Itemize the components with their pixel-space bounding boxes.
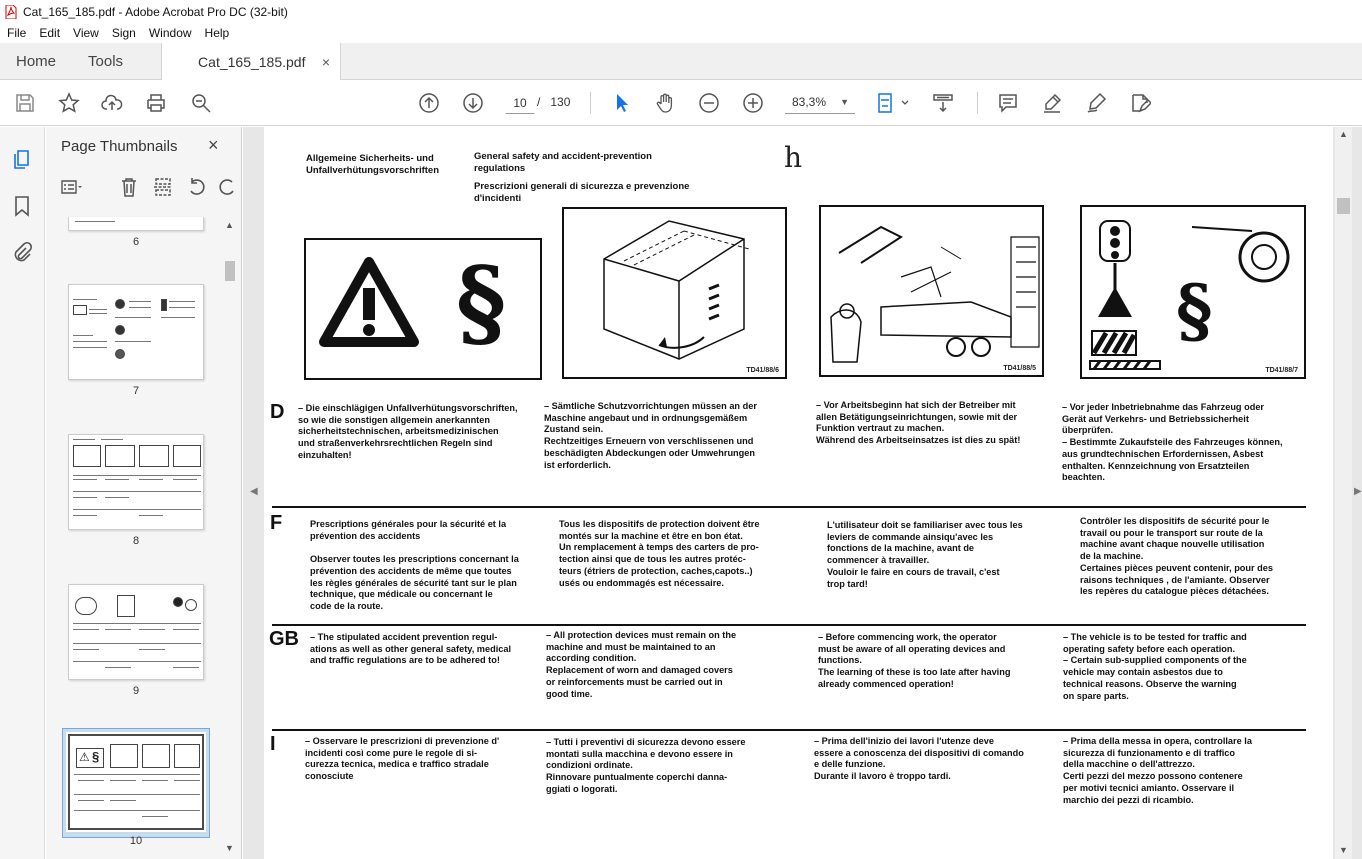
document-area [243,127,1362,859]
highlight-pen-icon[interactable] [1040,91,1064,115]
section-label-i: I [270,733,276,755]
section-gb-col2: – All protection devices must remain on the machine and must be maintained to an according condition. Replacement of worn and damaged covers or reinforcements must be carried out in good time. [546,630,737,699]
thumbnail-image [68,217,204,231]
page-thumbnails-icon[interactable] [11,147,33,169]
page-total [537,90,570,114]
thumbnail-page-10[interactable] [68,734,204,847]
menu-bar [0,23,1362,43]
tab-document-label: Cat_165_185.pdf [198,53,306,70]
scrollbar-thumb[interactable] [1337,198,1350,214]
thumbnail-page-number: 7 [132,385,140,397]
handwritten-mark: h [784,141,803,174]
thumbnail-page-number: 10 [129,835,143,847]
rotate-right-icon[interactable] [216,176,238,198]
acrobat-pdf-icon [5,5,17,19]
page-total-count: 130 [550,95,571,109]
thumbnail-image [68,584,204,680]
thumbnail-page-number: 6 [132,236,140,248]
toolbar [0,80,1362,126]
title-bar [0,0,1362,23]
tab-home[interactable]: Home [16,52,57,70]
fit-page-icon[interactable] [876,91,912,115]
thumbnails-scrollbar[interactable] [222,217,238,859]
menu-file[interactable]: File [7,26,27,40]
tab-document[interactable] [161,43,341,80]
chevron-down-icon: ▼ [840,97,849,107]
figure-code: TD41/88/6 [746,367,779,374]
thumbnail-page-9[interactable] [68,584,204,697]
thumbnail-page-6[interactable] [68,217,204,248]
hand-tool-icon[interactable] [653,91,677,115]
header-italian: Prescrizioni generali di sicurezza e prevenzione d'incidenti [474,181,690,204]
collapse-panel-icon[interactable]: ◀ [250,486,258,497]
section-i-col4: – Prima della messa in opera, controllare la sicurezza di funzionamento e di traffico della macchine o dell'attrezzo. Certi pezzi del mezzo possono contenere per motivi tecnici amianto. Osservare il marchio dei pezzi di ricambio. [1063,736,1252,805]
header-english: General safety and accident-prevention regulations [474,151,652,174]
figure-code: TD41/88/7 [1265,367,1298,374]
scrollbar-thumb[interactable] [225,261,235,281]
document-scrollbar[interactable] [1335,127,1352,859]
menu-view[interactable]: View [73,26,99,40]
delete-page-icon[interactable] [118,176,140,198]
section-d-col4: – Vor jeder Inbetriebnahme das Fahrzeug oder Gerät auf Verkehrs- und Betriebssicherheit überprüfen. – Bestimmte Zukaufsteile des Fahrzeuges können, aus grundtechnischen Erfordernissen, Asbest enthalten. Kennzeichnung von Ersatzteilen beachten. [1062,402,1283,483]
thumbnail-image [68,284,204,380]
rotate-left-icon[interactable] [186,176,208,198]
section-gb-col3: – Before commencing work, the operator must be aware of all operating devices and functions. The learning of these is too late after having already commenced operation! [818,632,1011,689]
section-label-f: F [270,512,283,534]
bookmark-star-icon[interactable] [57,91,81,115]
section-label-gb: GB [269,628,299,650]
menu-edit[interactable]: Edit [39,26,61,40]
toolbar-separator [977,92,978,114]
figure-operator-controls [819,205,1044,377]
section-d-col2: – Sämtliche Schutzvorrichtungen müssen an der Maschine angebaut und in ordnungsgemäßem Zustand sein. Rechtzeitiges Erneuern von verschlissenen und beschädigten Abdeckungen oder Umwehrungen ist erforderlich. [544,401,757,470]
figure-protective-cover [562,207,787,379]
print-icon[interactable] [144,91,168,115]
menu-sign[interactable]: Sign [111,26,136,40]
section-divider [272,729,1306,731]
next-page-icon[interactable] [461,91,485,115]
zoom-in-icon[interactable] [741,91,765,115]
page-separator: / [537,95,541,109]
section-f-col3: L'utilisateur doit se familiariser avec tous les leviers de commande ainsiqu'avec les fonctions de la machine, avant de commencer à travailler. Vouloir le faire en cours de travail, c'est trop tard! [827,520,1023,589]
figure-code: TD41/88/5 [1003,365,1036,372]
sign-pen-icon[interactable] [1084,91,1108,115]
save-icon[interactable] [13,91,37,115]
thumbnail-image [68,434,204,530]
section-d-col1: – Die einschlägigen Unfallverhütungsvorschriften, so wie die sonstigen allgemein anerkannten sicherheitstechnischen, arbeitsmedizinischen und straßenverkehrsrechtlichen Regeln sind einzuhalten! [298,403,518,460]
safety-devices-drawing [1082,207,1306,379]
comment-icon[interactable] [996,91,1020,115]
section-f-col1: Prescriptions générales pour la sécurité et la prévention des accidents Observer toutes les prescriptions concernant la prévention des accidents de même que toutes les règles générales de sécurité tant sur le plan technique, que médicale ou concernant le code de la route. [310,519,519,611]
section-divider [272,624,1306,626]
thumbnails-panel [46,127,242,859]
expand-right-panel-icon[interactable]: ▶ [1354,486,1362,497]
window-title: Cat_165_185.pdf - Adobe Acrobat Pro DC (32-bit) [23,4,288,19]
thumbnail-page-number: 8 [132,535,140,547]
attachments-icon[interactable] [11,241,33,263]
pdf-page [264,127,1333,859]
tab-close-icon[interactable]: × [321,53,331,70]
protective-cover-drawing [564,209,787,379]
zoom-level-value: 83,3% [792,95,827,109]
scroll-down-icon[interactable]: ▼ [1339,845,1348,855]
section-label-d: D [270,401,285,423]
zoom-out-icon[interactable] [697,91,721,115]
close-icon[interactable]: × [208,135,219,155]
thumbnail-page-8[interactable] [68,434,204,547]
bookmarks-icon[interactable] [11,195,33,217]
tab-bar [0,43,1362,80]
thumbnails-toolbar [60,176,238,200]
section-d-col3: – Vor Arbeitsbeginn hat sich der Betreiber mit allen Betätigungseinrichtungen, sowie mit der Funktion vertraut zu machen. Während des Arbeitseinsatzes ist dies zu spät! [816,400,1021,446]
machine-operator-drawing [821,207,1044,377]
left-rail [0,127,45,859]
section-i-col1: – Osservare le prescrizioni di prevenzione d' incidenti così come pure le regole di si- curezza tecnica, medica e traffico stradale conosciute [305,736,500,782]
upload-cloud-icon[interactable] [100,91,124,115]
thumbnail-page-7[interactable] [68,284,204,397]
scroll-up-icon[interactable]: ▲ [225,220,234,230]
section-f-col2: Tous les dispositifs de protection doivent être montés sur la machine et être en bon état. Un remplacement à temps des carters de pro- tection ainsi que de tous les autres protéc- teurs (étriers de protection, caches,capots..) usés ou endommagés est nécessaire. [559,519,760,588]
thumbnails-panel-title: Page Thumbnails [61,138,178,155]
section-f-col4: Contrôler les dispositifs de sécurité pour le travail ou pour le transport sur route de la machine avant chaque nouvelle utilisation de la machine. Certaines pièces peuvent contenir, pour des raisons techniques , de l'amiante. Observer les repères du catalogue pièces détachées. [1080,516,1273,597]
tab-tools[interactable]: Tools [88,52,124,70]
section-gb-col1: – The stipulated accident prevention regul- ations as well as other general safety, medical and traffic regulations are to be adhered to! [310,632,512,666]
thumbnail-image: ⚠ § [68,734,204,830]
section-divider [272,506,1306,508]
edit-pdf-icon[interactable] [1128,91,1152,115]
svg-text:§: § [1176,269,1213,352]
select-cursor-icon[interactable] [610,91,634,115]
previous-page-icon[interactable] [417,91,441,115]
scroll-up-icon[interactable]: ▲ [1339,129,1348,139]
section-i-col3: – Prima dell'inizio dei lavori l'utenze deve essere a conoscenza dei dispositivi di comando e delle funzione. Durante il lavoro è troppo tardi. [814,736,1024,782]
scroll-mode-icon[interactable] [931,91,955,115]
zoom-level-select[interactable] [785,90,855,114]
zoom-search-icon[interactable] [189,91,213,115]
toolbar-separator [590,92,591,114]
section-gb-col4: – The vehicle is to be tested for traffic and operating safety before each operation. – Certain sub-supplied components of the vehicle may contain asbestos due to technical reasons. Observe the warning on spare parts. [1063,632,1247,701]
menu-window[interactable]: Window [148,26,192,40]
section-i-col2: – Tutti i preventivi di sicurezza devono essere montati sulla macchina e devono essere in condizioni ordinate. Rinnovare puntualmente coperchi danna- ggiati o logorati. [546,737,746,794]
figure-safety-devices [1080,205,1306,379]
figure-warning-paragraph [304,238,542,380]
thumbnail-page-number: 9 [132,685,140,697]
page-number-input[interactable]: 10 [505,90,535,114]
warning-triangle-icon [318,256,420,348]
extract-page-icon[interactable] [152,176,174,198]
options-menu-icon[interactable] [60,176,82,198]
menu-help[interactable]: Help [204,26,230,40]
scroll-down-icon[interactable]: ▼ [225,843,234,853]
header-german: Allgemeine Sicherheits- und Unfallverhütungsvorschriften [306,153,440,176]
paragraph-sign-icon: § [456,246,507,359]
